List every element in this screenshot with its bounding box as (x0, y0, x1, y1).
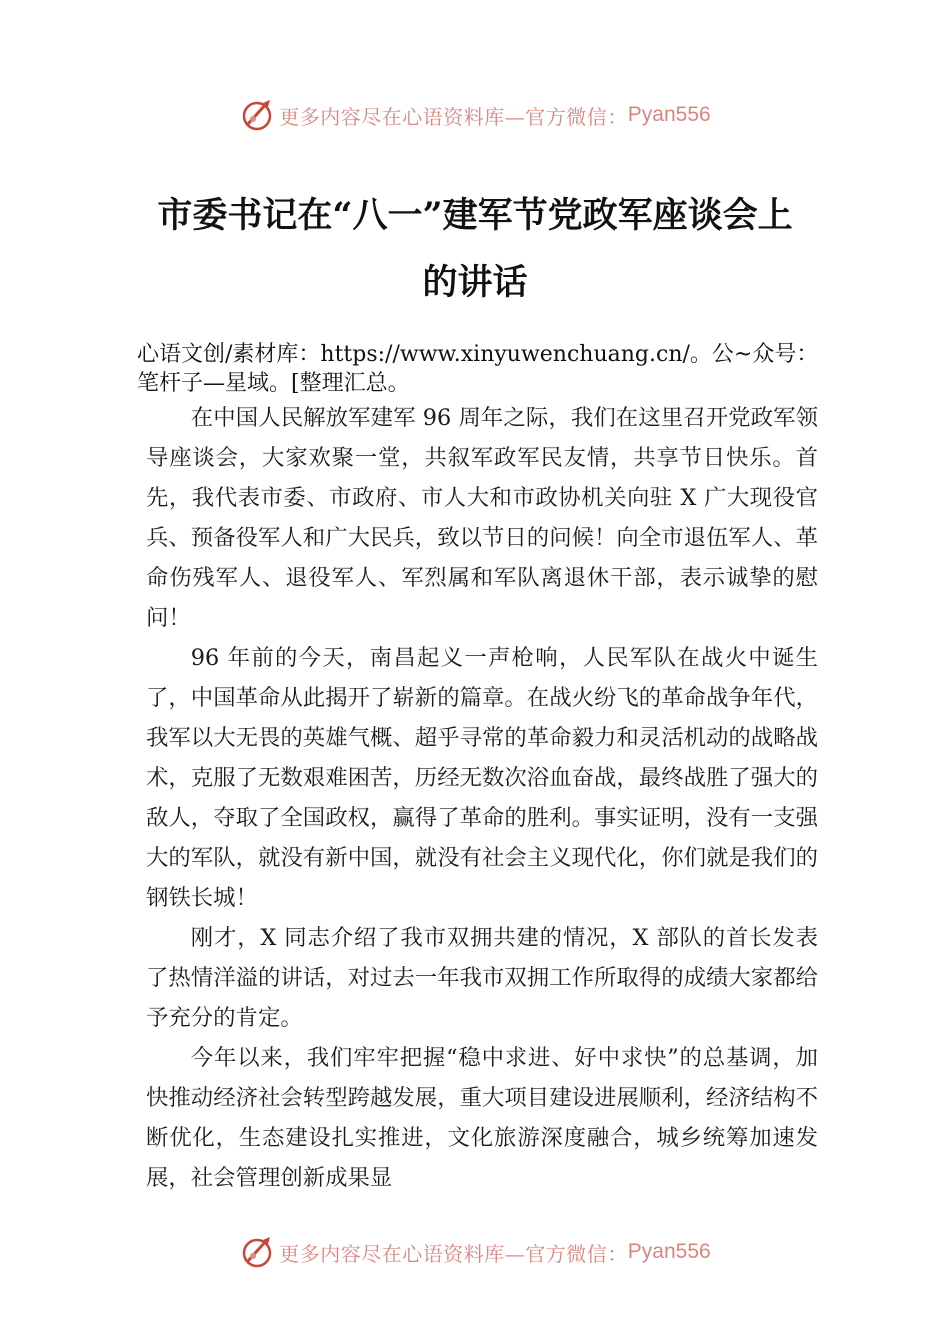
brush-logo-icon (239, 97, 275, 133)
document-title-line1: 市委书记在“八一”建军节党政军座谈会上 (157, 195, 793, 236)
source-line: 心语文创/素材库：https://www.xinyuwenchuang.cn/。公~众号：笔杆子—星域。[整理汇总。 (137, 342, 819, 396)
brush-logo-icon (239, 1234, 275, 1270)
footer-banner-text: 更多内容尽在心语资料库—官方微信： (279, 1241, 628, 1266)
paragraph-1: 在中国人民解放军建军 96 周年之际，我们在这里召开党政军领导座谈会，大家欢聚一堂，共叙军政军民友情，共享节日快乐。首先，我代表市委、市政府、市人大和市政协机关向驻 X 广大现役官兵、预备役军人和广大民兵，致以节日的问候！向全市退伍军人、革命伤残军人、退役军人、军烈属和军队离退休干部，表示诚挚的慰问！ (146, 405, 818, 631)
paragraph-2: 96 年前的今天，南昌起义一声枪响，人民军队在战火中诞生了，中国革命从此揭开了崭新的篇章。在战火纷飞的革命战争年代，我军以大无畏的英雄气概、超乎寻常的革命毅力和灵活机动的战略战术，克服了无数艰难困苦，历经无数次浴血奋战，最终战胜了强大的敌人，夺取了全国政权，赢得了革命的胜利。事实证明，没有一支强大的军队，就没有新中国，就没有社会主义现代化，你们就是我们的钢铁长城！ (146, 645, 818, 911)
footer-banner (0, 1232, 950, 1272)
header-banner (0, 95, 950, 135)
header-banner-text: 更多内容尽在心语资料库—官方微信： (279, 104, 628, 129)
document-body (146, 398, 818, 1198)
header-banner-id: Pyan556 (627, 103, 711, 126)
footer-banner-id: Pyan556 (627, 1240, 711, 1263)
document-title-line2: 的讲话 (422, 262, 528, 303)
paragraph-3: 刚才，X 同志介绍了我市双拥共建的情况，X 部队的首长发表了热情洋溢的讲话，对过去一年我市双拥工作所取得的成绩大家都给予充分的肯定。 (146, 925, 818, 1031)
paragraph-4: 今年以来，我们牢牢把握“稳中求进、好中求快”的总基调，加快推动经济社会转型跨越发展，重大项目建设进展顺利，经济结构不断优化，生态建设扎实推进，文化旅游深度融合，城乡统筹加速发展，社会管理创新成果显 (146, 1045, 818, 1191)
